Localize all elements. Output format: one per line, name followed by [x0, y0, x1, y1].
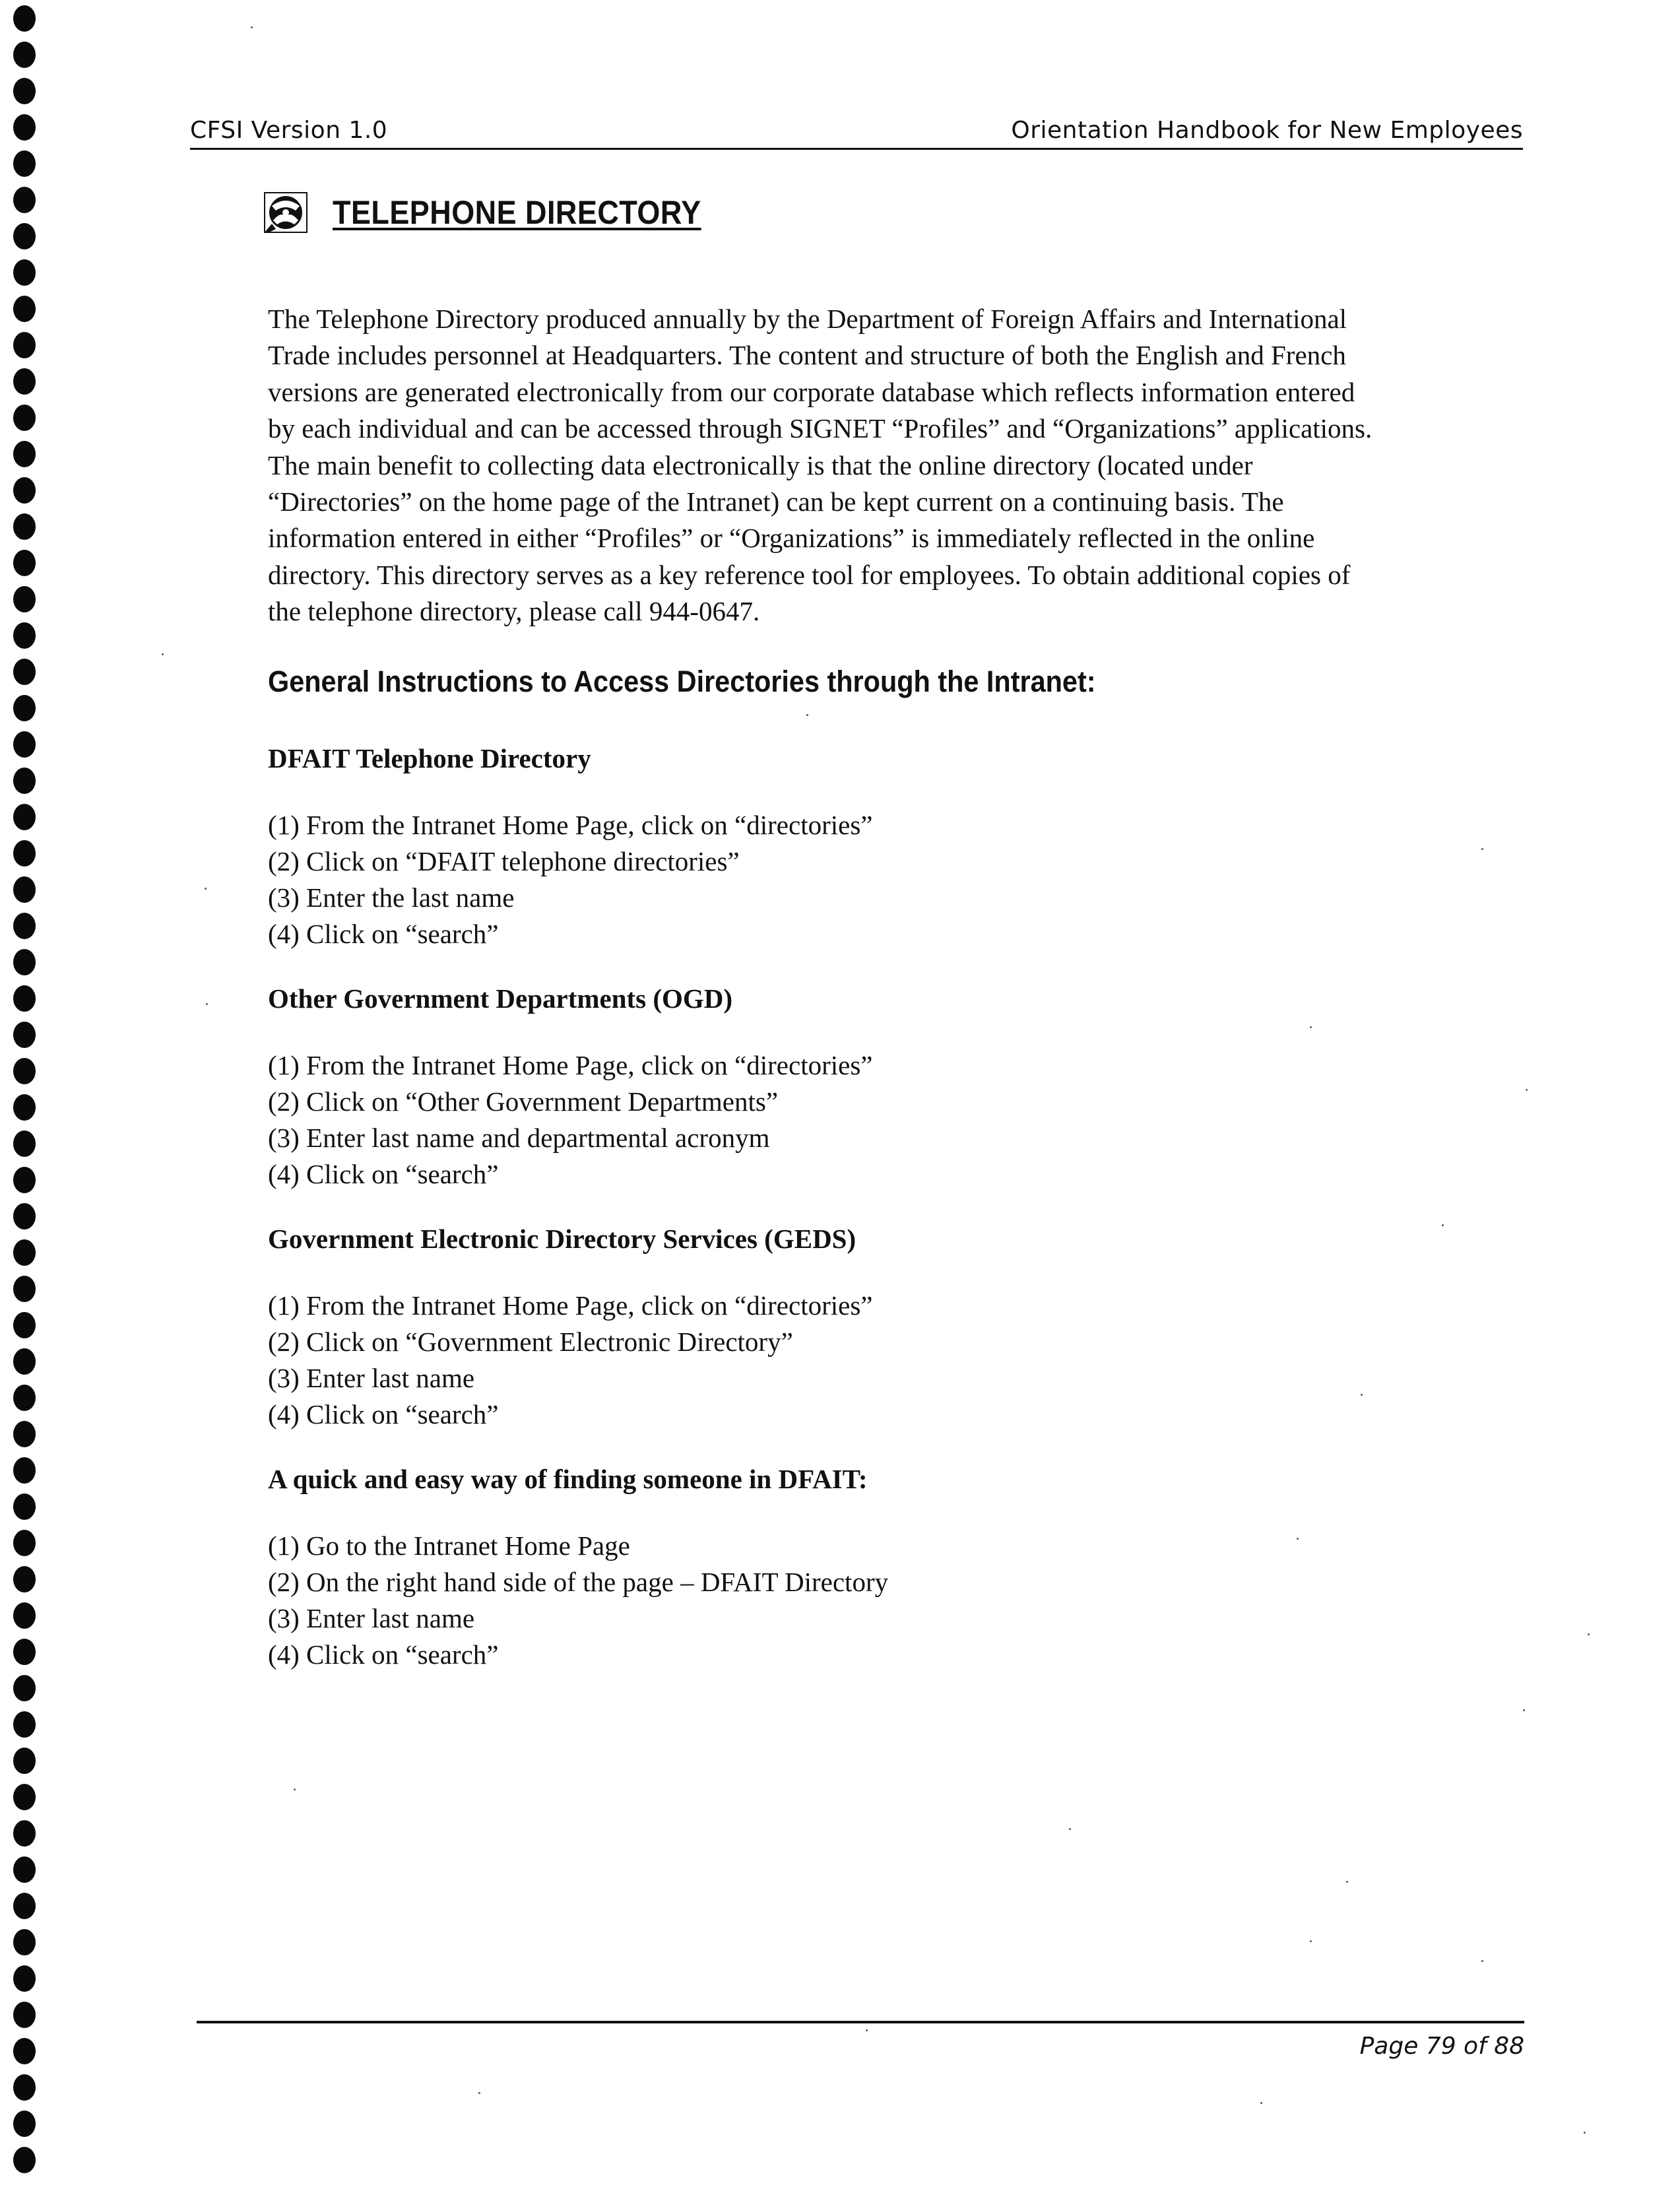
steps-list: [268, 807, 1515, 952]
scan-speck: [1481, 848, 1483, 850]
intro-line: versions are generated electronically from our corporate database which reflects information entered: [268, 376, 1355, 407]
binding-hole: [13, 441, 36, 467]
document-version: CFSI Version 1.0: [190, 117, 388, 144]
binding-hole: [13, 1022, 36, 1048]
intro-line: The Telephone Directory produced annually by the Department of Foreign Affairs and International: [268, 304, 1347, 334]
binding-hole: [13, 405, 36, 431]
scan-speck: [1310, 1940, 1312, 1942]
scan-speck: [162, 653, 164, 655]
binding-hole: [13, 150, 36, 177]
binding-hole: [13, 187, 36, 213]
section-title: TELEPHONE DIRECTORY: [333, 194, 701, 231]
binding-hole: [13, 1276, 36, 1302]
binding-hole: [13, 332, 36, 358]
binding-hole: [13, 1566, 36, 1592]
binding-holes: [12, 0, 38, 2197]
scan-speck: [1361, 1394, 1363, 1396]
intro-line: the telephone directory, please call 944-0647.: [268, 596, 760, 627]
step-item: (2) Click on “Government Electronic Directory”: [268, 1326, 793, 1357]
binding-hole: [13, 296, 36, 322]
binding-hole: [13, 2074, 36, 2101]
binding-hole: [13, 2038, 36, 2064]
step-item: (3) Enter last name and departmental acronym: [268, 1122, 770, 1153]
binding-hole: [13, 1421, 36, 1447]
binding-hole: [13, 1711, 36, 1738]
binding-hole: [13, 78, 36, 104]
binding-hole: [13, 368, 36, 395]
binding-hole: [13, 259, 36, 286]
binding-hole: [13, 1965, 36, 1992]
binding-hole: [13, 550, 36, 576]
binding-hole: [13, 1493, 36, 1520]
binding-hole: [13, 586, 36, 612]
binding-hole: [13, 913, 36, 939]
binding-hole: [13, 477, 36, 504]
binding-hole: [13, 513, 36, 540]
group-heading: Other Government Departments (OGD): [268, 983, 733, 1014]
scan-speck: [1526, 1089, 1528, 1091]
binding-hole: [13, 876, 36, 903]
binding-hole: [13, 1312, 36, 1338]
page-number: Page 79 of 88: [1359, 2033, 1524, 2060]
page-footer: [197, 2021, 1524, 2060]
scan-speck: [1310, 1026, 1312, 1028]
binding-hole: [13, 768, 36, 794]
section-title-row: [264, 186, 742, 239]
binding-hole: [13, 1457, 36, 1484]
binding-hole: [13, 1893, 36, 1919]
group-heading: A quick and easy way of finding someone in DFAIT:: [268, 1463, 868, 1494]
scan-speck: [205, 888, 207, 890]
scan-speck: [206, 1003, 208, 1005]
step-item: (4) Click on “search”: [268, 1158, 499, 1189]
binding-hole: [13, 1348, 36, 1375]
steps-list: [268, 1528, 1515, 1673]
intro-line: “Directories” on the home page of the Intranet) can be kept current on a continuing basis. The: [268, 486, 1284, 517]
step-item: (1) Go to the Intranet Home Page: [268, 1530, 630, 1561]
intro-line: by each individual and can be accessed through SIGNET “Profiles” and “Organizations” applications.: [268, 413, 1373, 444]
step-item: (2) On the right hand side of the page – DFAIT Directory: [268, 1566, 889, 1597]
step-item: (2) Click on “Other Government Departments”: [268, 1086, 779, 1117]
binding-hole: [13, 949, 36, 975]
binding-hole: [13, 695, 36, 721]
telephone-icon: [264, 192, 307, 233]
binding-hole: [13, 1058, 36, 1084]
step-item: (1) From the Intranet Home Page, click on “directories”: [268, 1049, 873, 1080]
binding-hole: [13, 223, 36, 249]
binding-hole: [13, 5, 36, 32]
scan-speck: [1297, 1538, 1299, 1540]
binding-hole: [13, 622, 36, 649]
instruction-group: [268, 983, 1515, 1193]
scan-speck: [1346, 1881, 1348, 1883]
binding-hole: [13, 1239, 36, 1266]
binding-hole: [13, 1530, 36, 1556]
scan-speck: [1584, 2132, 1586, 2134]
intro-line: directory. This directory serves as a key reference tool for employees. To obtain additional copies of: [268, 559, 1351, 590]
step-item: (4) Click on “search”: [268, 1639, 499, 1670]
binding-hole: [13, 1094, 36, 1121]
binding-hole: [13, 1784, 36, 1810]
step-item: (1) From the Intranet Home Page, click on “directories”: [268, 1290, 873, 1321]
scan-speck: [1442, 1224, 1444, 1226]
binding-hole: [13, 659, 36, 685]
step-item: (2) Click on “DFAIT telephone directories”: [268, 845, 740, 876]
scan-speck: [1588, 1633, 1590, 1635]
binding-hole: [13, 1820, 36, 1847]
scan-speck: [294, 1788, 296, 1790]
scan-speck: [251, 26, 253, 28]
binding-hole: [13, 2147, 36, 2173]
step-item: (4) Click on “search”: [268, 918, 499, 949]
binding-hole: [13, 731, 36, 758]
binding-hole: [13, 1203, 36, 1230]
binding-hole: [13, 42, 36, 68]
instruction-group: [268, 1463, 1515, 1673]
binding-hole: [13, 1675, 36, 1701]
step-item: (1) From the Intranet Home Page, click on “directories”: [268, 809, 873, 840]
scan-speck: [1523, 1709, 1525, 1711]
intro-line: The main benefit to collecting data electronically is that the online directory (located under: [268, 449, 1253, 480]
step-item: (3) Enter the last name: [268, 882, 515, 913]
main-content: [268, 301, 1515, 1673]
instruction-group: [268, 742, 1515, 952]
step-item: (4) Click on “search”: [268, 1398, 499, 1429]
intro-line: information entered in either “Profiles” or “Organizations” is immediately reflected in the online: [268, 523, 1315, 554]
binding-hole: [13, 1856, 36, 1883]
intro-paragraph: [268, 301, 1515, 630]
binding-hole: [13, 114, 36, 141]
binding-hole: [13, 1639, 36, 1665]
binding-hole: [13, 2002, 36, 2028]
binding-hole: [13, 2111, 36, 2137]
scan-speck: [1481, 1960, 1483, 1962]
binding-hole: [13, 1748, 36, 1774]
instruction-groups: [268, 742, 1515, 1673]
instruction-group: [268, 1223, 1515, 1433]
group-heading: Government Electronic Directory Services (GEDS): [268, 1223, 856, 1254]
binding-hole: [13, 1167, 36, 1193]
running-header: [190, 110, 1523, 150]
intro-line: Trade includes personnel at Headquarters. The content and structure of both the English and French: [268, 340, 1346, 371]
handbook-title: Orientation Handbook for New Employees: [1011, 117, 1523, 144]
binding-hole: [13, 985, 36, 1012]
scan-speck: [1069, 1828, 1071, 1830]
scan-speck: [478, 2092, 480, 2094]
binding-hole: [13, 1602, 36, 1629]
scan-speck: [866, 2029, 868, 2031]
binding-hole: [13, 804, 36, 830]
binding-hole: [13, 840, 36, 867]
instructions-heading: General Instructions to Access Directories through the Intranet:: [268, 664, 1096, 698]
scan-speck: [1260, 2102, 1262, 2104]
steps-list: [268, 1288, 1515, 1433]
binding-hole: [13, 1385, 36, 1411]
binding-hole: [13, 1131, 36, 1157]
binding-hole: [13, 1929, 36, 1955]
scan-speck: [806, 714, 808, 716]
step-item: (3) Enter last name: [268, 1362, 475, 1393]
steps-list: [268, 1047, 1515, 1193]
group-heading: DFAIT Telephone Directory: [268, 742, 591, 773]
step-item: (3) Enter last name: [268, 1602, 475, 1633]
